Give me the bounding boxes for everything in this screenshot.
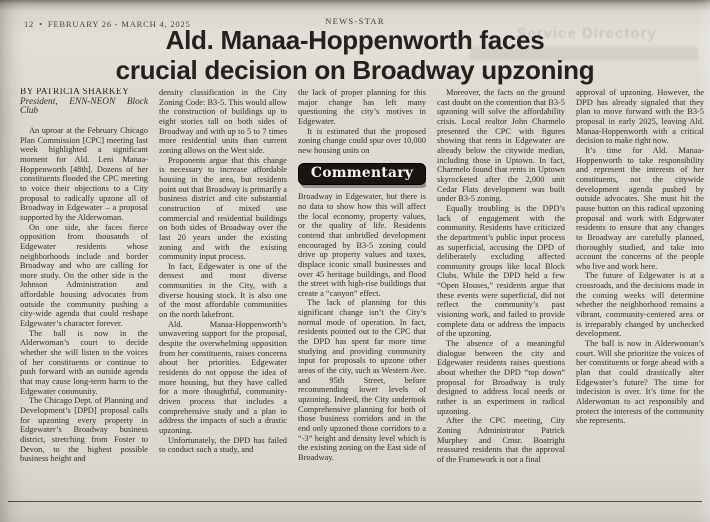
article-paragraph: Moreover, the facts on the ground cast doubt on the contention that B3-5 upzoning will solve the affordability crisis. Local realtor John Charmelo presented the CPC with figures showing that rents in Edgewater are already below the citywide median, including those in Uptown. In fact, Charmelo found that rents in Uptown skyrocketed after the 2,000 unit Cedar Flats development was built under B3-5 zoning. xyxy=(437,88,565,204)
article-paragraph: Ald. Manaa-Hoppenworth’s unwavering support for the proposal, despite the overwhelming opposition from her constituents, raises concerns about her priorities. Edgewater residents do not oppose the idea of more housing, but they have called for a more thoughtful, community-driven process that includes a comprehensive study and a plan to address the impacts of such a drastic upzoning. xyxy=(159,319,287,435)
article-headline xyxy=(40,26,670,85)
article-paragraph: Equally troubling is the DPD’s lack of engagement with the community. Residents have criticized the department’s public input process as superficial, accusing the DPD of deliberately excluding affected community groups like local Block Clubs. While the DPD held a few “Open Houses,” residents argue that these events were superficial, did not reflect the community’s past visioning work, and failed to provide complete data or address the impacts of the upzoning. xyxy=(437,203,565,339)
article-paragraph: The ball is now in the Alderwoman’s court to decide whether she will listen to the voices of her constituents or continue to push forward with an outside agenda that may cause long-term harm to the Edgewater community. xyxy=(20,328,148,396)
article-paragraph: The absence of a meaningful dialogue between the city and Edgewater residents raises questions about whether the DPD “top down” proposal for Broadway is truly designed to address local needs or rather is an experiment in radical upzoning. xyxy=(437,339,565,416)
article-column-5 xyxy=(576,88,704,498)
header-separator: • xyxy=(39,19,43,29)
article-paragraph: It’s time for Ald. Manaa-Hoppenworth to take responsibility and represent the interests of her constituents, not the citywide development agenda pushed by outside advocates. She must hit the pause button on this radical upzoning proposal and work with Edgewater residents to ensure that any changes to Broadway are carefully planned, thoroughly studied, and take into account the concerns of the people who live and work here. xyxy=(576,145,704,271)
commentary-badge xyxy=(298,163,426,186)
article-paragraph: The future of Edgewater is at a crossroads, and the decisions made in the coming weeks will determine whether the neighborhood remains a vibrant, community-centered area or is irreparably changed by unchecked development. xyxy=(576,271,704,339)
article-paragraph: The lack of planning for this significant change isn’t the City’s normal mode of operation. In fact, residents pointed out to the CPC that the DPD has spent far more time studying and providing community input for proposals to upzone other areas of the city, such as Western Ave. and 95th Street, before recommending lower levels of upzoning. Indeed, the City undertook Comprehensive planning for both of those business corridors and in the end only upzoned those corridors to a “-3” height and density level which is the existing zoning on the East side of Broadway. xyxy=(298,298,426,462)
byline-author: BY PATRICIA SHARKEY xyxy=(20,88,130,97)
byline-title: President, ENN-NEON Block Club xyxy=(20,96,148,117)
article-paragraph: The ball is now in Alderwoman’s court. Will she prioritize the voices of her constituents or forge ahead with a plan that could drastically alter Edgewater’s future? The time for indecision is over. It’s time for the Alderwoman to act responsibly and protect the interests of the community she represents. xyxy=(576,339,704,426)
article-body xyxy=(20,88,704,498)
article-paragraph: In fact, Edgewater is one of the densest and most diverse communities in the City, with a diverse housing stock. It is also one of the most affordable communities on the north lakefront. xyxy=(159,261,287,320)
article-paragraph: Broadway in Edgewater, but there is no data to show how this will affect the local economy, property values, or the quality of life. Residents contend that unbridled development encouraged by B3-5 zoning could drive up property values and taxes, displace iconic small businesses and over 45 heritage buildings, and flood the street with high-rise buildings that create a “canyon” effect. xyxy=(298,192,426,298)
commentary-label: Commentary xyxy=(310,164,414,181)
article-paragraph: On one side, she faces fierce opposition from thousands of Edgewater residents whose neighborhoods include and border Broadway and who are calling for more study. On the other side is the Johnson Administration and affordable housing advocates from outside the community pushing a city-wide agenda that could reshape Edgewater’s character forever. xyxy=(20,222,148,329)
article-paragraph: It is estimated that the proposed zoning change could spur over 10,000 new housing units on xyxy=(298,126,426,155)
article-column-1 xyxy=(20,88,148,498)
issue-date: FEBRUARY 26 - MARCH 4, 2025 xyxy=(47,19,191,29)
article-paragraph: An uproar at the February Chicago Plan Commission [CPC] meeting last week highlighted a significant moment for Ald. Leni Manaa-Hoppenworth [48th]. Dozens of her constituents flooded the CPC meeting to voice their objections to a City proposal to radically upzone all of Broadway in Edgewater – a proposal supported by the Alderwoman. xyxy=(20,125,148,222)
article-paragraph: The Chicago Dept. of Planning and Development’s [DPD] proposal calls for upzoning every property in Edgewater’s Broadway business district, stretching from Foster to Devon, to the highest possible business height and xyxy=(20,396,148,464)
bottom-divider xyxy=(8,501,702,502)
article-column-3 xyxy=(298,88,426,498)
article-paragraph: density classification in the City Zoning Code: B3-5. This would allow the construction of buildings up to eight stories tall on both sides of Broadway and with up to 5 to 7 times more residential units than current zoning allows on the West side. xyxy=(159,88,287,155)
bleed-through-text: Service Directory xyxy=(516,25,657,42)
article-paragraph: the lack of proper planning for this major change has left many questioning the city’s motives in Edgewater. xyxy=(298,88,426,126)
article-paragraph: Unfortunately, the DPD has failed to conduct such a study, and xyxy=(159,435,287,455)
article-paragraph: approval of upzoning. However, the DPD has already signaled that they plan to move forward with the B3-5 proposal in early 2025, leaving Ald. Manaa-Hoppenworth with a critical decision to make right now. xyxy=(576,88,704,146)
article-paragraph: After the CPC meeting, City Zoning Administrator Patrick Murphey and Cmsr. Boatright reassured residents that the approval of the Framework is not a final xyxy=(437,416,565,464)
page-number: 12 xyxy=(24,19,35,29)
headline-line-1: Ald. Manaa-Hoppenworth faces xyxy=(165,25,545,55)
article-paragraph: Proponents argue that this change is necessary to increase affordable housing in the area, but residents point out that Broadway is primarily a business district and cite substantial construction of mixed use commercial and residential buildings on both sides of Broadway over the last 20 years under the existing zoning and with the existing community input process. xyxy=(159,155,287,262)
headline-line-2: crucial decision on Broadway upzoning xyxy=(115,54,595,85)
masthead: NEWS-STAR xyxy=(325,16,385,26)
article-column-2 xyxy=(159,88,287,498)
article-column-4 xyxy=(437,88,565,498)
